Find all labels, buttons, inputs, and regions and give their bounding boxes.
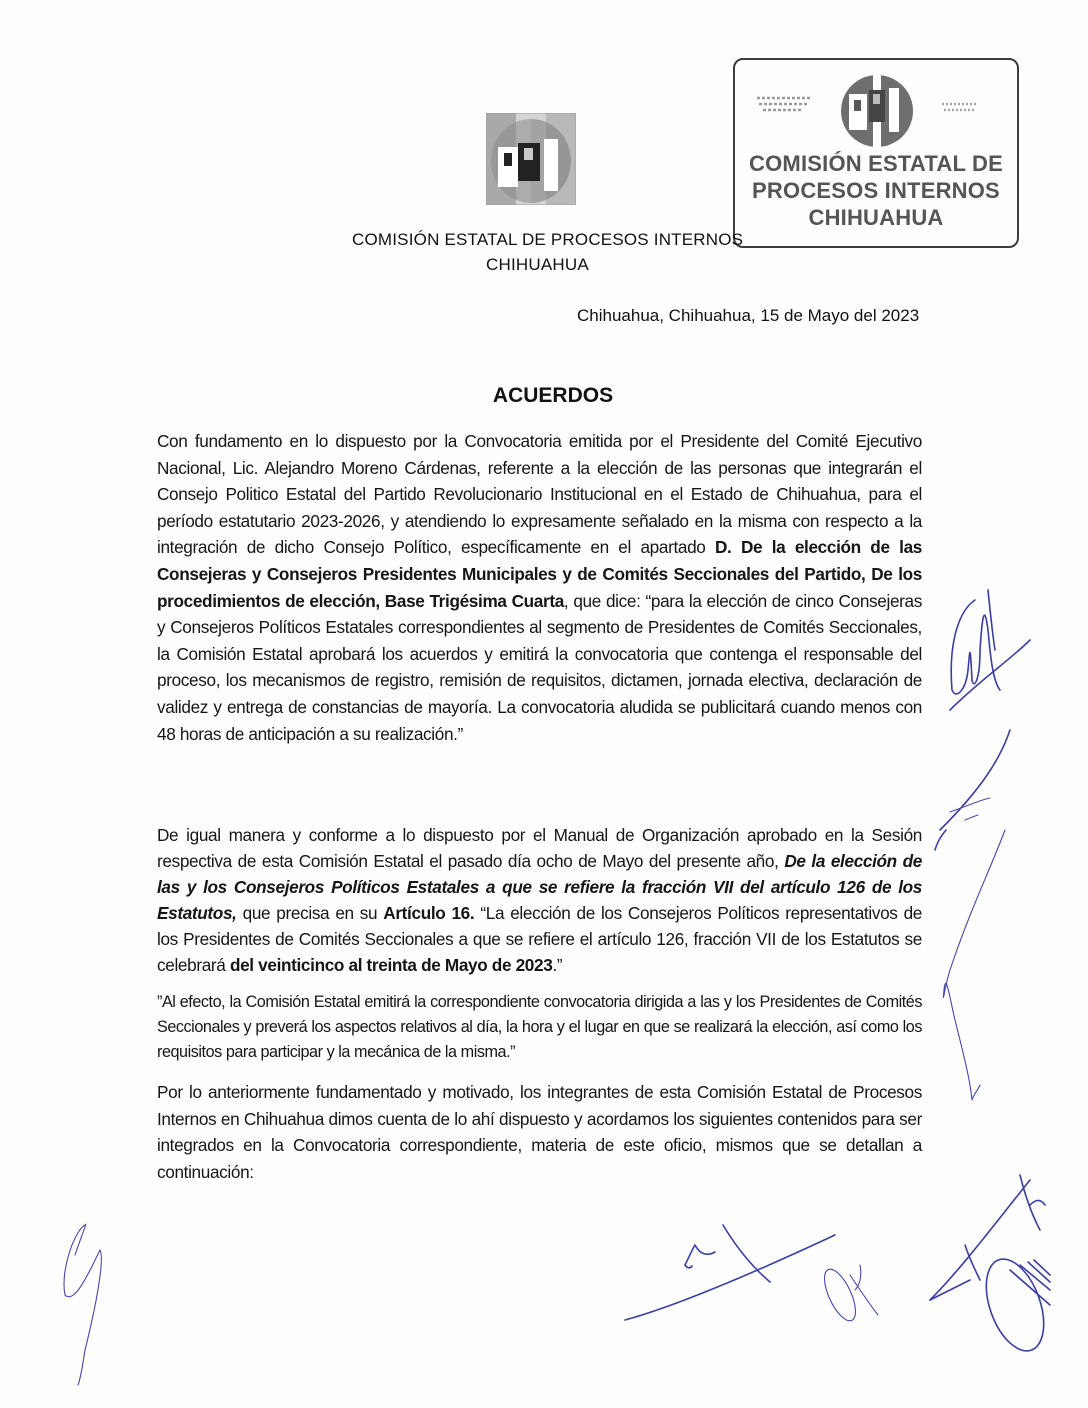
pri-logo-icon <box>486 113 576 205</box>
paragraph-3: ”Al efecto, la Comisión Estatal emitirá la correspondiente convocatoria dirigida a las y los Presidentes de Comités Seccionales y preverá los aspectos relativos al día, la hora y el lugar en que se realizará la elección, así como los requisitos para participar y la mecánica de la misma.” <box>157 993 922 1061</box>
paragraph-text: que precisa en su <box>236 903 384 923</box>
paragraph-text: .” <box>552 955 563 975</box>
pri-stamp-logo-icon <box>839 74 915 148</box>
date-line: Chihuahua, Chihuahua, 15 de Mayo del 2023 <box>577 306 920 325</box>
paragraph-bold-text: Artículo 16. <box>383 903 475 923</box>
signature-right-margin-long <box>920 720 1050 1145</box>
paragraph-text: De igual manera y conforme a lo dispuesto por el Manual de Organización aprobado en la Sesión respectiva de esta Comisión Estatal el pasado día ocho de Mayo del presente año, <box>157 825 922 871</box>
paragraph-text: , que dice: “para la elección de cinco Consejeras y Consejeros Políticos Estatales correspondientes al segmento de Presidentes de Comités Seccionales, la Comisión Estatal aprobará los acuerdos y emitirá la convocatoria que contenga el responsable del proceso, los mecanismos de registro, remisión de requisitos, dictamen, jornada electiva, declaración de validez y entrega de constancias de mayoría. La convocatoria aludida se publicitará cuando menos con 48 horas de anticipación a su realización.” <box>157 590 922 744</box>
signature-bottom-1 <box>620 1220 840 1335</box>
paragraph-text: Con fundamento en lo dispuesto por la Convocatoria emitida por el Presidente del Comité Ejecutivo Nacional, Lic. Alejandro Moreno Cárdenas, referente a la elección de las personas que integrarán el Consejo Politico Estatal del Partido Revolucionario Institucional en el Estado de Chihuahua, para el período estatutario 2023-2026, y atendiendo lo expresamente señalado en la misma con respecto a la integración de dicho Consejo Político, específicamente en el apartado <box>157 431 922 558</box>
paragraph-1 <box>157 428 922 747</box>
stamp-decoration-icon <box>940 98 980 116</box>
commission-stamp <box>733 58 1019 248</box>
document-title: ACUERDOS <box>492 384 614 407</box>
paragraph-bold-text: del veinticinco al treinta de Mayo de 2023 <box>229 955 553 975</box>
stamp-decoration-icon <box>755 92 815 114</box>
signature-bottom-left <box>30 1210 130 1405</box>
paragraph-bold-italic-text: De la elección de las y los Consejeros Políticos Estatales a que se refiere la fracción VII del artículo 126 de los Estatutos, <box>157 851 922 923</box>
stamp-text <box>735 150 1017 231</box>
signature-bottom-2 <box>820 1255 900 1340</box>
stamp-line: COMISIÓN ESTATAL DE <box>749 151 1003 176</box>
signature-bottom-3 <box>910 1170 1070 1375</box>
organization-name: COMISIÓN ESTATAL DE PROCESOS INTERNOS <box>352 230 744 249</box>
stamp-line: CHIHUAHUA <box>808 205 944 230</box>
paragraph-4: Por lo anteriormente fundamentado y motivado, los integrantes de esta Comisión Estatal de Procesos Internos en Chihuahua dimos cuenta de lo ahí dispuesto y acordamos los siguientes contenidos para ser integrados en la Convocatoria correspondiente, materia de este oficio, mismos que se detallan a continuación: <box>157 1082 922 1182</box>
paragraph-2 <box>157 822 922 978</box>
paragraph-text: “La elección de los Consejeros Políticos representativos de los Presidentes de Comités Seccionales a que se refiere el artículo 126, fracción VII de los Estatutos se celebrará <box>157 903 922 975</box>
paragraph-bold-text: D. De la elección de las Consejeras y Consejeros Presidentes Municipales y de Comités Seccionales del Partido, De los procedimientos de elección, Base Trigésima Cuarta <box>157 537 922 611</box>
stamp-line: PROCESOS INTERNOS <box>752 178 1000 203</box>
organization-state: CHIHUAHUA <box>486 255 589 274</box>
